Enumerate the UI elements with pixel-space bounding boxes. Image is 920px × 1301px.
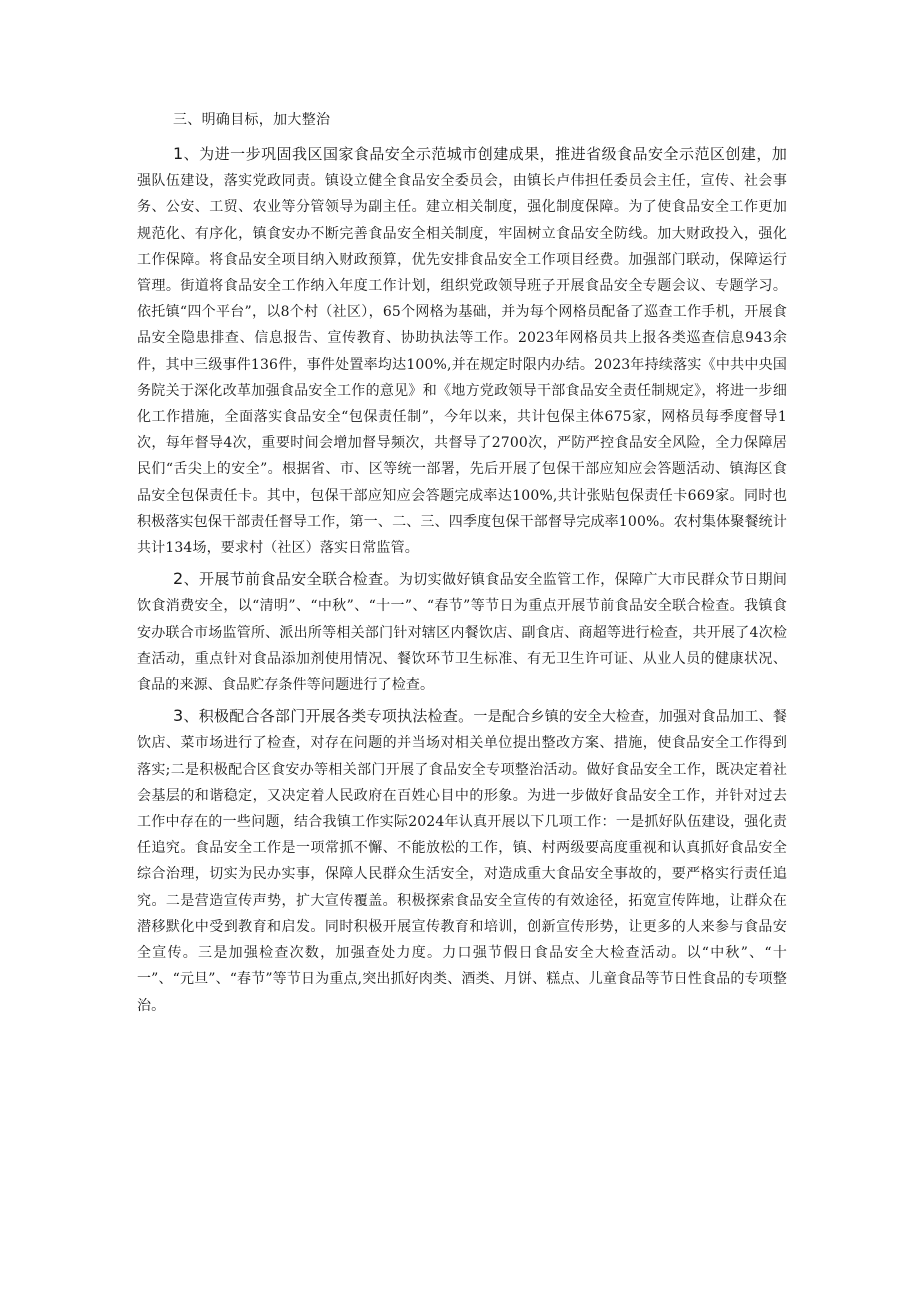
paragraph-lead: 、开展节前食品安全联合检查。: [183, 570, 399, 589]
paragraph-number: 3: [173, 706, 184, 726]
paragraph-1: [137, 141, 787, 561]
paragraph-lead: 、为进一步巩固我区国家食品安全示范城市创建成果，推进省级食品安全示范区创建，加: [183, 145, 787, 163]
paragraph-lead: 、积极配合各部门开展各类专项执法检查。: [183, 707, 474, 726]
paragraph-number: 1: [173, 144, 184, 163]
paragraph-3: [137, 703, 787, 1018]
section-heading: 三、明确目标，加大整治: [173, 112, 331, 128]
paragraph-body: 为切实做好镇食品安全监管工作，保障广大市民群众节日期间饮食消费安全，以“清明”、“中秋”、“十一”、“春节”等节日为重点开展节前食品安全联合检查。我镇食安办联合市场监管所、派出所等相关部门针对辖区内餐饮店、副食店、商超等进行检查，共开展了4次检查活动，重点针对食品添加剂使用情况、餐饮环节卫生标准、有无卫生许可证、从业人员的健康状况、食品的来源、食品贮存条件等问题进行了检查。: [137, 572, 787, 694]
paragraph-body: 一是配合乡镇的安全大检查，加强对食品加工、餐饮店、菜市场进行了检查，对存在问题的并当场对相关单位提出整改方案、措施，使食品安全工作得到落实;二是积极配合区食安办等相关部门开展了食品安全专项整治活动。做好食品安全工作，既决定着社会基层的和谐稳定，又决定着人民政府在百姓心目中的形象。为进一步做好食品安全工作，并针对过去工作中存在的一些问题，结合我镇工作实际2024年认真开展以下几项工作：一是抓好队伍建设，强化责任追究。食品安全工作是一项常抓不懈、不能放松的工作，镇、村两级要高度重视和认真抓好食品安全综合治理，切实为民办实事，保障人民群众生活安全，对造成重大食品安全事故的，要严格实行责任追究。二是营造宣传声势，扩大宣传覆盖。积极探索食品安全宣传的有效途径，拓宽宣传阵地，让群众在潜移默化中受到教育和启发。同时积极开展宣传教育和培训，创新宣传形势，让更多的人来参与食品安全宣传。三是加强检查次数，加强查处力度。力口强节假日食品安全大检查活动。以“中秋”、“十一”、“元旦”、“春节”等节日为重点,突出抓好肉类、酒类、月饼、糕点、儿童食品等节日性食品的专项整治。: [137, 709, 787, 1014]
paragraph-body: 强队伍建设，落实党政同责。镇设立健全食品安全委员会，由镇长卢伟担任委员会主任，宣传、社会事务、公安、工贸、农业等分管领导为副主任。建立相关制度，强化制度保障。为了使食品安全工作更加规范化、有序化，镇食安办不断完善食品安全相关制度，牢固树立食品安全防线。加大财政投入，强化工作保障。将食品安全项目纳入财政预算，优先安排食品安全工作项目经费。加强部门联动，保障运行管理。街道将食品安全工作纳入年度工作计划，组织党政领导班子开展食品安全专题会议、专题学习。依托镇“四个平台”，以8个村（社区），65个网格为基础，并为每个网格员配备了巡查工作手机，开展食品安全隐患排查、信息报告、宣传教育、协助执法等工作。2023年网格员共上报各类巡查信息943余件，其中三级事件136件，事件处置率均达100%,并在规定时限内办结。2023年持续落实《中共中央国务院关于深化改革加强食品安全工作的意见》和《地方党政领导干部食品安全责任制规定》，将进一步细化工作措施，全面落实食品安全“包保责任制”，今年以来，共计包保主体675家，网格员每季度督导1次，每年督导4次，重要时间会增加督导频次，共督导了2700次，严防严控食品安全风险，全力保障居民们“舌尖上的安全”。根据省、市、区等统一部署，先后开展了包保干部应知应会答题活动、镇海区食品安全包保责任卡。其中，包保干部应知应会答题完成率达100%,共计张贴包保责任卡669家。同时也积极落实包保干部责任督导工作，第一、二、三、四季度包保干部督导完成率100%。农村集体聚餐统计共计134场，要求村（社区）落实日常监管。: [137, 173, 787, 557]
paragraph-number: 2: [173, 569, 184, 589]
paragraph-2: [137, 566, 787, 698]
document-body: [137, 107, 787, 1024]
